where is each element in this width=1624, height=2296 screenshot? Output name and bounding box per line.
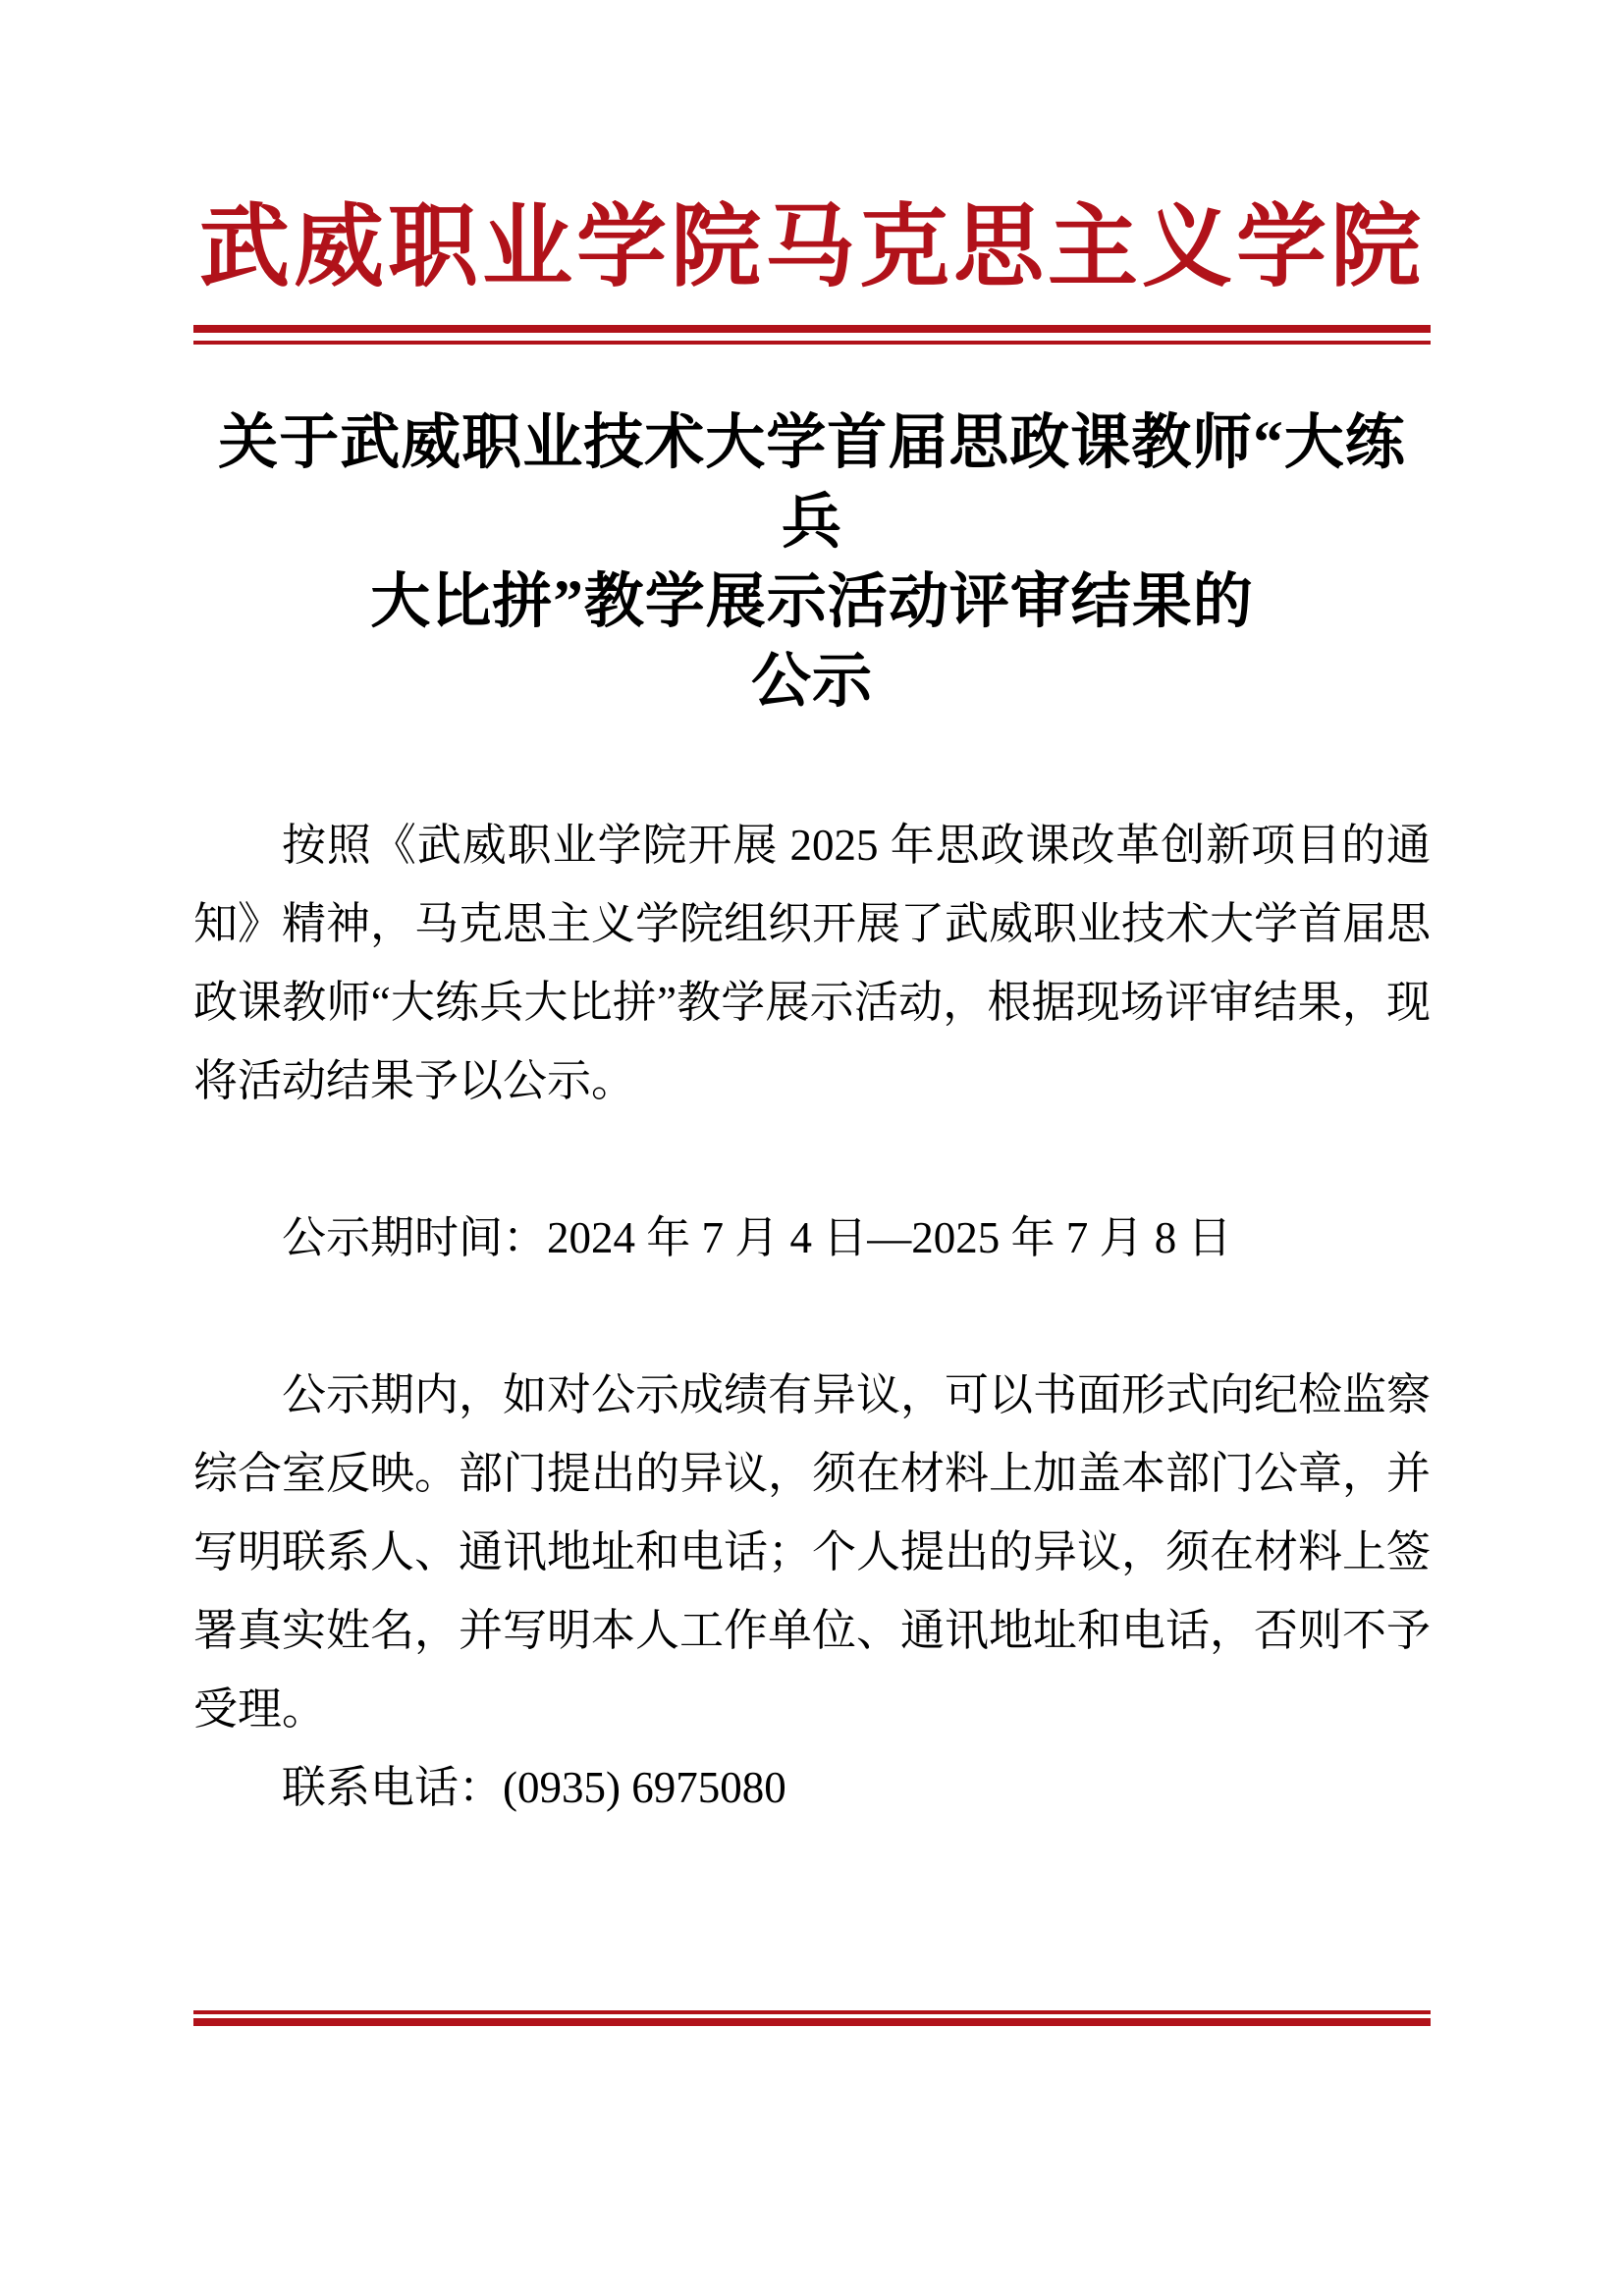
footer-rule-thick	[193, 2018, 1431, 2026]
paragraph-intro: 按照《武威职业学院开展 2025 年思政课改革创新项目的通知》精神，马克思主义学院组织开展了武威职业技术大学首届思政课教师“大练兵大比拼”教学展示活动，根据现场评审结果，现将活动结果予以公示。	[193, 821, 1432, 1105]
document-title	[193, 403, 1431, 721]
document-title-line1: 关于武威职业技术大学首届思政课教师“大练兵	[218, 410, 1406, 556]
paragraph-contact-phone: 联系电话：(0935) 6975080	[282, 1763, 786, 1812]
header-rule-thin	[193, 341, 1431, 345]
header-rules	[193, 325, 1431, 345]
document-title-line3: 公示	[750, 649, 873, 715]
masthead-title: 武威职业学院马克思主义学院	[198, 197, 1425, 297]
paragraph-publicity-period: 公示期时间：2024 年 7 月 4 日—2025 年 7 月 8 日	[282, 1213, 1232, 1262]
paragraph-objection-procedure: 公示期内，如对公示成绩有异议，可以书面形式向纪检监察综合室反映。部门提出的异议，须在材料上加盖本部门公章，并写明联系人、通讯地址和电话；个人提出的异议，须在材料上签署真实姓名，并写明本人工作单位、通讯地址和电话，否则不予受理。	[193, 1370, 1432, 1734]
document-title-line2: 大比拼”教学展示活动评审结果的	[370, 569, 1254, 635]
footer-rules	[193, 2010, 1431, 2026]
document-body	[193, 806, 1431, 1827]
footer-rule-thin	[193, 2010, 1431, 2014]
header-rule-thick	[193, 325, 1431, 333]
